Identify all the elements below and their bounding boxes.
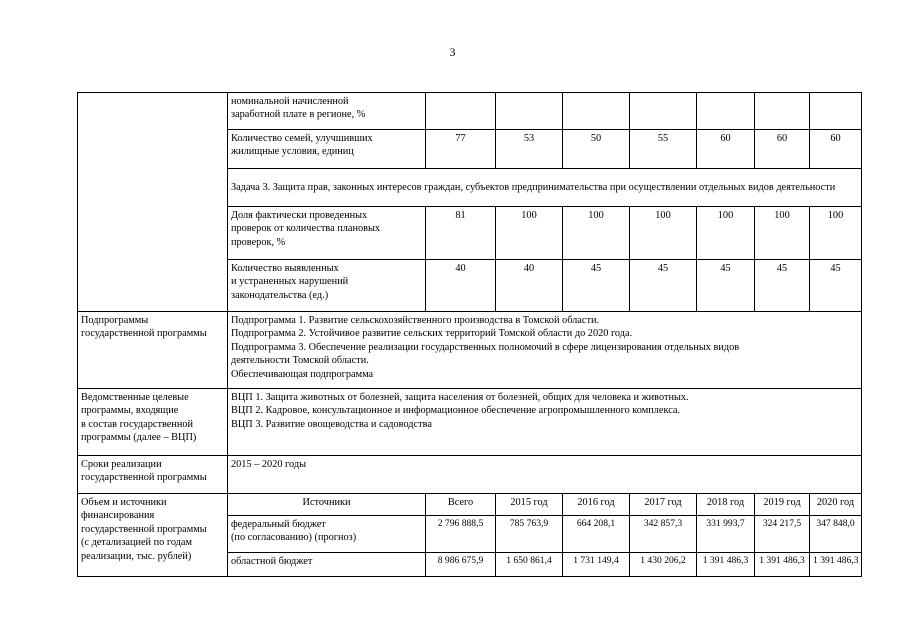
value-cell: 60 [755,130,810,169]
financing-value: 347 848,0 [810,516,862,553]
value-cell: 50 [563,130,630,169]
vcp-list [228,389,862,456]
label-line: Доля фактически проведенных [231,210,368,221]
vcp-item: ВЦП 3. Развитие овощеводства и садоводства [231,418,432,430]
financing-value: 331 993,7 [697,516,755,553]
value-cell [697,93,755,130]
subprograms-label [78,312,228,389]
label-line: номинальной начисленной [231,96,349,107]
financing-value: 8 986 675,9 [426,553,496,577]
financing-value: 1 391 486,3 [755,553,810,577]
vcp-item: ВЦП 1. Защита животных от болезней, защита населения от болезней, общих для человека и животных. [231,392,689,403]
table-row [78,494,862,516]
program-passport-table [77,92,862,577]
empty-label-cell [78,93,228,312]
subprogram-item: Подпрограмма 2. Устойчивое развитие сельских территорий Томской области до 2020 года. [231,328,633,340]
financing-value: 1 430 206,2 [630,553,697,577]
financing-header: 2017 год [630,494,697,516]
financing-value: 324 217,5 [755,516,810,553]
task-3-heading: Задача 3. Защита прав, законных интересов граждан, субъектов предпринимательства при осуществлении отдельных видов деятельности [228,169,862,207]
value-cell: 100 [563,207,630,260]
table-row [78,456,862,494]
label-line: Ведомственные целевые [81,392,189,403]
financing-header: 2019 год [755,494,810,516]
financing-source [228,553,426,577]
page-number: 3 [449,45,456,59]
financing-header: Всего [426,494,496,516]
financing-header: 2015 год [496,494,563,516]
label-line: программы (далее – ВЦП) [81,432,197,444]
indicator-label [228,93,426,130]
value-cell: 100 [630,207,697,260]
value-cell [630,93,697,130]
value-cell: 81 [426,207,496,260]
value-cell: 100 [496,207,563,260]
label-line: Количество выявленных [231,263,339,274]
financing-value: 664 208,1 [563,516,630,553]
value-cell: 60 [697,130,755,169]
label-line: жилищные условия, единиц [231,146,354,158]
value-cell: 55 [630,130,697,169]
financing-value: 342 857,3 [630,516,697,553]
label-line: и устраненных нарушений [231,276,349,288]
financing-header: 2018 год [697,494,755,516]
financing-value: 1 731 149,4 [563,553,630,577]
vcp-label [78,389,228,456]
label-line: реализации, тыс. рублей) [81,550,192,562]
label-line: Количество семей, улучшивших [231,133,373,144]
value-cell [810,93,862,130]
subprogram-item: Подпрограмма 3. Обеспечение реализации государственных полномочий в сфере лицензирования отдельных видов [231,341,740,353]
table-row [78,389,862,456]
vcp-item: ВЦП 2. Кадровое, консультационное и информационное обеспечение агропромышленного комплекса. [231,405,681,417]
financing-value: 1 650 861,4 [496,553,563,577]
label-line: (с детализацией по годам [81,537,193,549]
value-cell: 100 [755,207,810,260]
indicator-label [228,260,426,312]
financing-header: Источники [228,494,426,516]
financing-value: 785 763,9 [496,516,563,553]
value-cell: 100 [697,207,755,260]
label-line: Сроки реализации [81,459,162,470]
value-cell: 45 [810,260,862,312]
value-cell [563,93,630,130]
financing-label [78,494,228,577]
financing-header: 2016 год [563,494,630,516]
financing-value: 2 796 888,5 [426,516,496,553]
financing-value: 1 391 486,3 [697,553,755,577]
indicator-label [228,130,426,169]
label-line: Объем и источники [81,497,167,508]
terms-value: 2015 – 2020 годы [228,456,862,494]
value-cell: 60 [810,130,862,169]
label-line: (по согласованию) (прогноз) [231,532,357,544]
label-line: проверок от количества плановых [231,223,381,235]
label-line: государственной программы [81,472,207,484]
value-cell: 40 [496,260,563,312]
label-line: государственной программы [81,523,207,535]
label-line: проверок, % [231,236,286,248]
value-cell: 53 [496,130,563,169]
value-cell: 100 [810,207,862,260]
label-line: заработной плате в регионе, % [231,109,366,121]
value-cell: 40 [426,260,496,312]
label-line: областной бюджет [231,556,313,567]
label-line: государственной программы [81,328,207,340]
subprogram-item: деятельности Томской области. [231,355,369,367]
financing-source [228,516,426,553]
label-line: в состав государственной [81,418,193,430]
value-cell [496,93,563,130]
label-line: программы, входящие [81,405,179,417]
label-line: Подпрограммы [81,315,149,326]
financing-header: 2020 год [810,494,862,516]
subprogram-item: Обеспечивающая подпрограмма [231,368,374,380]
subprograms-list [228,312,862,389]
value-cell: 45 [563,260,630,312]
value-cell: 77 [426,130,496,169]
indicator-label [228,207,426,260]
financing-value: 1 391 486,3 [810,553,862,577]
value-cell [755,93,810,130]
value-cell: 45 [755,260,810,312]
terms-label [78,456,228,494]
value-cell [426,93,496,130]
label-line: федеральный бюджет [231,519,326,530]
subprogram-item: Подпрограмма 1. Развитие сельскохозяйственного производства в Томской области. [231,315,600,326]
table-row [78,93,862,130]
table-row [78,312,862,389]
value-cell: 45 [630,260,697,312]
value-cell: 45 [697,260,755,312]
label-line: законодательства (ед.) [231,289,329,301]
label-line: финансирования [81,510,155,522]
